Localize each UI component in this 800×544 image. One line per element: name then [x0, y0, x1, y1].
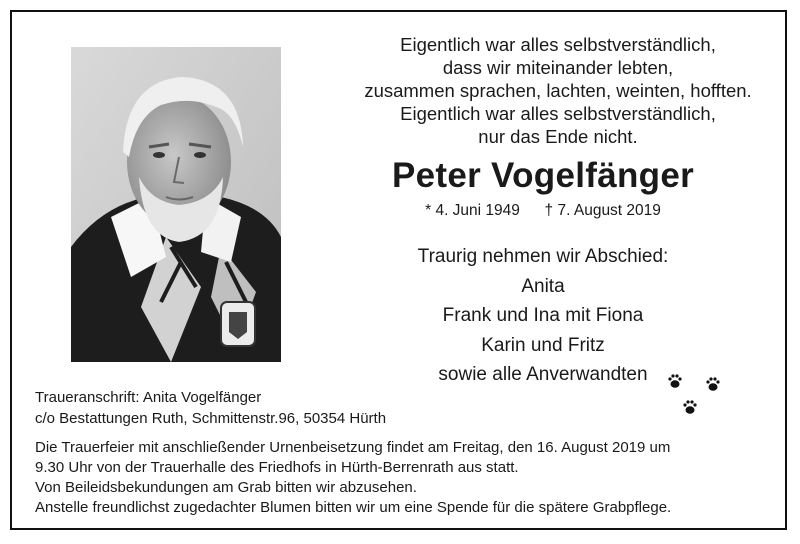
mourners — [330, 242, 756, 390]
poem — [330, 33, 786, 148]
death-date: 7. August 2019 — [557, 202, 661, 219]
poem-line: Eigentlich war alles selbstverständlich, — [400, 103, 716, 124]
poem-line: nur das Ende nicht. — [478, 126, 638, 147]
paw-prints-icon — [666, 372, 730, 424]
poem-line: zusammen sprachen, lachten, weinten, hofften. — [364, 80, 752, 101]
funeral-notice — [35, 438, 775, 518]
mourning-address — [35, 387, 386, 429]
mourners-heading: Traurig nehmen wir Abschied: — [417, 246, 669, 267]
life-dates — [330, 202, 756, 220]
poem-line: Eigentlich war alles selbstverständlich, — [400, 34, 716, 55]
mourner-line: sowie alle Anverwandten — [438, 364, 648, 385]
birth-date: 4. Juni 1949 — [435, 202, 520, 219]
poem-line: dass wir miteinander lebten, — [442, 57, 674, 78]
birth-star-icon: * — [425, 202, 432, 219]
address-line: Traueranschrift: Anita Vogelfänger — [35, 389, 262, 406]
notice-line: Von Beileidsbekundungen am Grab bitten wir abzusehen. — [35, 479, 417, 496]
notice-line: Die Trauerfeier mit anschließender Urnenbeisetzung findet am Freitag, den 16. August 2019 um — [35, 439, 671, 456]
portrait-photo — [71, 47, 281, 362]
notice-line: Anstelle freundlichst zugedachter Blumen bitten wir um eine Spende für die spätere Grabpflege. — [35, 499, 672, 516]
mourner-line: Karin und Fritz — [481, 334, 605, 356]
mourner-line: Frank und Ina mit Fiona — [442, 305, 644, 326]
death-cross-icon: † — [544, 202, 554, 219]
mourner-line: Anita — [521, 275, 565, 297]
address-line: c/o Bestattungen Ruth, Schmittenstr.96, 50354 Hürth — [35, 410, 387, 427]
notice-line: 9.30 Uhr von der Trauerhalle des Friedhofs in Hürth-Berrenrath aus statt. — [35, 459, 519, 476]
deceased-name: Peter Vogelfänger — [391, 156, 695, 195]
